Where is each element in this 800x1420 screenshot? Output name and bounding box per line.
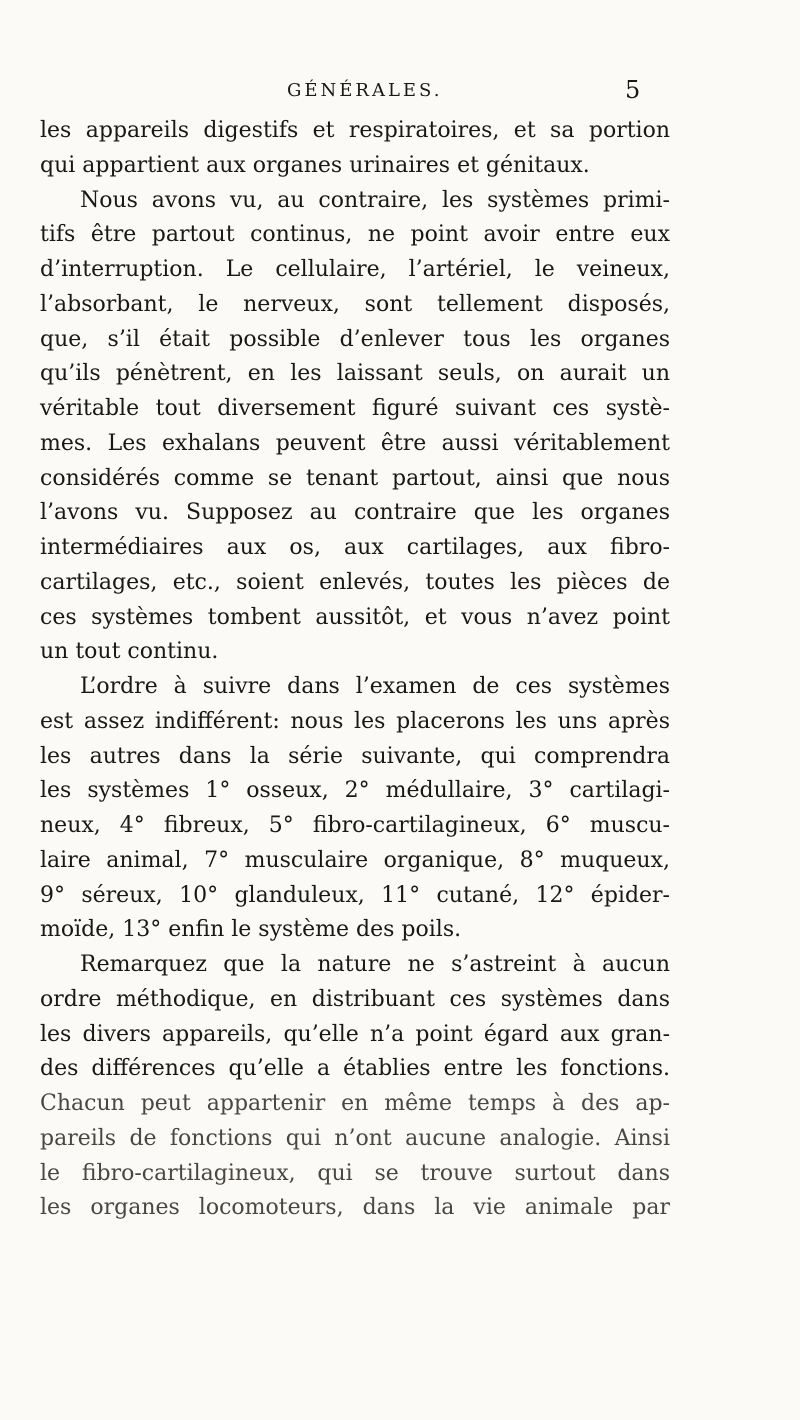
text-line: un tout continu.: [40, 639, 219, 665]
text-line: moïde, 13° enfin le système des poils.: [40, 917, 462, 943]
text-line: 9° séreux, 10° glanduleux, 11° cutané, 12° épider-: [40, 882, 670, 908]
running-title: GÉNÉRALES.: [287, 80, 443, 101]
running-head: [0, 76, 800, 110]
text-line: le fibro-cartilagineux, qui se trouve surtout dans: [40, 1160, 670, 1186]
text-line: les systèmes 1° osseux, 2° médullaire, 3° cartilagi-: [40, 778, 670, 804]
text-line: les divers appareils, qu’elle n’a point égard aux gran-: [40, 1021, 670, 1047]
text-line: qui appartient aux organes urinaires et génitaux.: [40, 152, 590, 178]
text-line: cartilages, etc., soient enlevés, toutes les pièces de: [40, 569, 670, 595]
text-line: laire animal, 7° musculaire organique, 8° muqueux,: [40, 847, 670, 873]
text-line: qu’ils pénètrent, en les laissant seuls, on aurait un: [40, 361, 670, 387]
text-line: ordre méthodique, en distribuant ces systèmes dans: [40, 986, 670, 1012]
text-line: des différences qu’elle a établies entre les fonctions.: [40, 1056, 670, 1082]
text-line: d’interruption. Le cellulaire, l’artériel, le veineux,: [40, 257, 670, 282]
text-line: ces systèmes tombent aussitôt, et vous n’avez point: [40, 604, 670, 630]
paragraph-first-line: Nous avons vu, au contraire, les systèmes primi-: [80, 187, 670, 213]
text-line: est assez indifférent: nous les placerons les uns après: [40, 708, 670, 734]
text-line: considérés comme se tenant partout, ainsi que nous: [40, 465, 670, 491]
text-line: les organes locomoteurs, dans la vie animale par: [40, 1195, 670, 1221]
text-line: les autres dans la série suivante, qui comprendra: [40, 743, 670, 769]
text-line: Chacun peut appartenir en même temps à des ap-: [40, 1091, 670, 1116]
text-line: tifs être partout continus, ne point avoir entre eux: [40, 222, 670, 248]
text-line: pareils de fonctions qui n’ont aucune analogie. Ainsi: [40, 1125, 670, 1151]
paragraph-first-line: Remarquez que la nature ne s’astreint à aucun: [80, 952, 670, 977]
body-text: [40, 114, 670, 1226]
text-line: mes. Les exhalans peuvent être aussi véritablement: [40, 430, 670, 456]
text-line: intermédiaires aux os, aux cartilages, aux fibro-: [40, 535, 670, 560]
text-line: véritable tout diversement figuré suivant ces systè-: [40, 396, 670, 421]
paragraph-first-line: L’ordre à suivre dans l’examen de ces systèmes: [80, 674, 670, 699]
text-line: neux, 4° fibreux, 5° fibro-cartilagineux, 6° muscu-: [40, 813, 670, 838]
page-number: 5: [625, 76, 641, 104]
text-line: l’absorbant, le nerveux, sont tellement disposés,: [40, 291, 670, 317]
text-line: les appareils digestifs et respiratoires, et sa portion: [40, 118, 670, 143]
text-line: l’avons vu. Supposez au contraire que les organes: [40, 500, 670, 526]
text-line: que, s’il était possible d’enlever tous les organes: [40, 326, 670, 352]
